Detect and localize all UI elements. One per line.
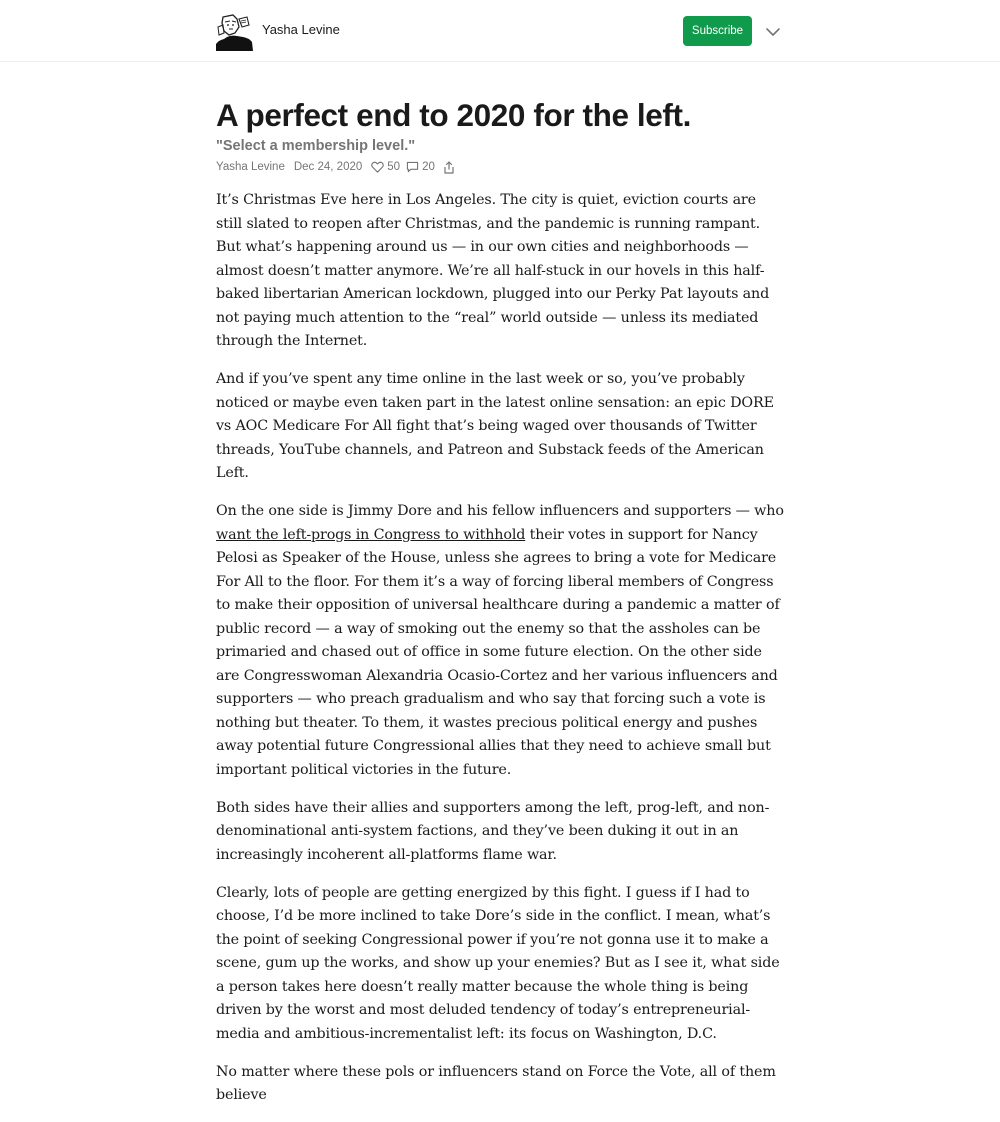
post-body [216, 189, 786, 1108]
paragraph: No matter where these pols or influencers stand on Force the Vote, all of them believe [216, 1063, 776, 1103]
post-article [216, 96, 786, 1122]
paragraph-text: On the one side is Jimmy Dore and his fellow influencers and supporters — who [216, 503, 784, 519]
post-meta [216, 158, 786, 176]
comment-count: 20 [422, 161, 435, 173]
share-icon [443, 161, 455, 174]
paragraph-text: their votes in support for Nancy Pelosi as Speaker of the House, unless she agrees to bring a vote for Medicare For All to the floor. For them it’s a way of forcing liberal members of Congress to make their opposition of universal healthcare during a pandemic a matter of public record — a way of smoking out the enemy so that the assholes can be primaried and chased out of office in some future election. On the other side are Congresswoman Alexandria Ocasio-Cortez and her various influencers and supporters — who preach gradualism and who say that forcing such a vote is nothing but theater. To them, it wastes precious political energy and pushes away potential future Congressional allies that they need to achieve small but important political victories in the future. [216, 526, 780, 778]
top-bar [0, 0, 1000, 62]
inline-link[interactable]: want the left-progs in Congress to withhold [216, 526, 526, 543]
like-count: 50 [387, 161, 401, 173]
paragraph: And if you’ve spent any time online in the last week or so, you’ve probably noticed or maybe even taken part in the latest online sensation: an epic DORE vs AOC Medicare For All fight that’s being waged over thousands of Twitter threads, YouTube channels, and Patreon and Substack feeds of the American Left. [216, 371, 774, 481]
post-date: Dec 24, 2020 [293, 161, 363, 173]
chevron-down-icon[interactable] [764, 24, 782, 40]
post-subtitle: "Select a membership level." [216, 138, 416, 154]
like-button[interactable] [371, 161, 400, 173]
subscribe-button[interactable]: Subscribe [683, 16, 752, 46]
paragraph: It’s Christmas Eve here in Los Angeles. The city is quiet, eviction courts are still slated to reopen after Christmas, and the pandemic is running rampant. But what’s happening around us — in our own cities and neighborhoods — almost doesn’t matter anymore. We’re all half-stuck in our hovels in this half-baked libertarian American lockdown, plugged into our Perky Pat layouts and not paying much attention to the “real” world outside — unless its mediated through the Internet. [216, 192, 770, 349]
post-title: A perfect end to 2020 for the left. [216, 97, 691, 133]
paragraph: Clearly, lots of people are getting energized by this fight. I guess if I had to choose, I’d be more inclined to take Dore’s side in the conflict. I mean, what’s the point of seeking Congressional power if you’re not gonna use it to make a scene, gum up the works, and show up your enemies? But as I see it, what side a person takes here doesn’t really matter because the whole thing is being driven by the worst and most deluded tendency of today’s entrepreneurial-media and ambitious-incrementalist left: its focus on Washington, D.C. [216, 884, 780, 1042]
comments-button[interactable] [406, 161, 435, 173]
heart-icon [371, 161, 384, 173]
share-button[interactable] [443, 161, 455, 174]
publication-logo-icon[interactable] [215, 13, 253, 51]
paragraph [216, 500, 786, 782]
paragraph: Both sides have their allies and supporters among the left, prog-left, and non-denominational anti-system factions, and they’ve been duking it out in an increasingly incoherent all-platforms flame war. [216, 799, 770, 863]
publication-name[interactable]: Yasha Levine [262, 22, 340, 37]
comment-icon [406, 161, 419, 173]
author-link[interactable]: Yasha Levine [216, 161, 285, 173]
